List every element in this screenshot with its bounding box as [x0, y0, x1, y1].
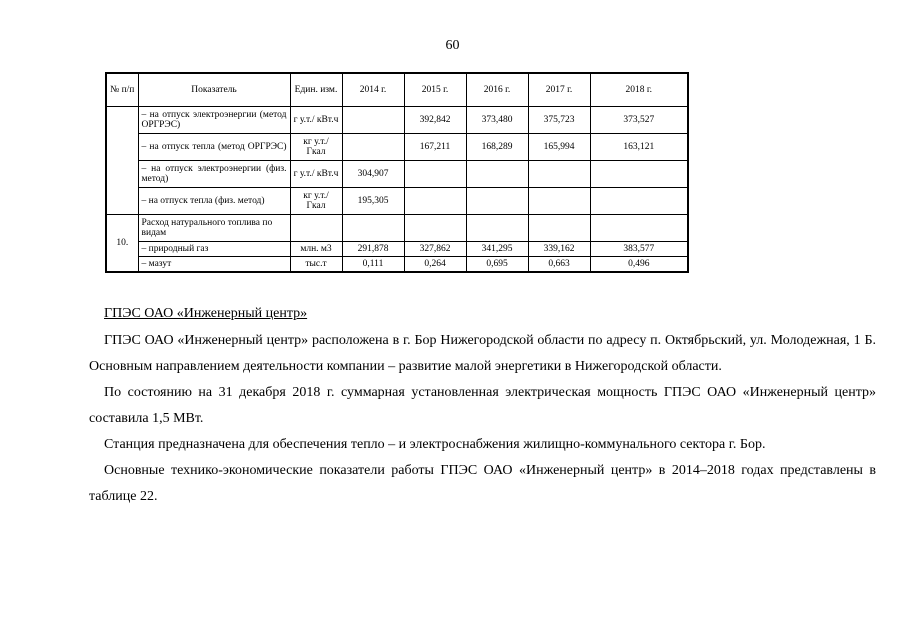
section-heading: ГПЭС ОАО «Инженерный центр»: [104, 306, 308, 321]
row-unit: кг у.т./ Гкал: [290, 188, 342, 215]
table-row: [106, 215, 688, 242]
table-row: [106, 188, 688, 215]
row-value-2018: [590, 161, 688, 188]
row-value-2016: [466, 161, 528, 188]
row-num: 10.: [106, 215, 138, 273]
table-row: [106, 161, 688, 188]
row-value-2014: 0,111: [342, 257, 404, 273]
row-value-2015: 392,842: [404, 107, 466, 134]
indicators-table: [105, 72, 689, 273]
row-value-2014: [342, 134, 404, 161]
header-2014: 2014 г.: [342, 73, 404, 107]
header-2015: 2015 г.: [404, 73, 466, 107]
row-value-2017: 0,663: [528, 257, 590, 273]
row-value-2015: 0,264: [404, 257, 466, 273]
row-value-2017: [528, 161, 590, 188]
row-value-2016: 341,295: [466, 242, 528, 257]
header-num: № п/п: [106, 73, 138, 107]
table-row: [106, 257, 688, 273]
row-value-2016: 168,289: [466, 134, 528, 161]
row-num: [106, 107, 138, 215]
row-value-2015: [404, 215, 466, 242]
paragraph: Основные технико-экономические показатели работы ГПЭС ОАО «Инженерный центр» в 2014–2018 годах представлены в таблице 22.: [89, 463, 876, 504]
row-value-2016: 373,480: [466, 107, 528, 134]
header-unit: Един. изм.: [290, 73, 342, 107]
row-indicator: – мазут: [138, 257, 290, 273]
header-2018: 2018 г.: [590, 73, 688, 107]
row-value-2017: 165,994: [528, 134, 590, 161]
row-value-2016: [466, 188, 528, 215]
row-indicator: – на отпуск тепла (физ. метод): [138, 188, 290, 215]
row-value-2017: [528, 215, 590, 242]
row-indicator: – на отпуск тепла (метод ОРГРЭС): [138, 134, 290, 161]
header-indicator: Показатель: [138, 73, 290, 107]
paragraph: Станция предназначена для обеспечения тепло – и электроснабжения жилищно-коммунального сектора г. Бор.: [104, 437, 766, 452]
row-value-2015: [404, 188, 466, 215]
table-row: [106, 242, 688, 257]
paragraph: ГПЭС ОАО «Инженерный центр» расположена в г. Бор Нижегородской области по адресу п. Октябрьский, ул. Молодежная, 1 Б. Основным направлением деятельности компании – развитие малой энергетики в Нижегородской области.: [89, 333, 876, 374]
row-value-2018: 373,527: [590, 107, 688, 134]
table-row: [106, 134, 688, 161]
table-row: [106, 107, 688, 134]
row-value-2014: 291,878: [342, 242, 404, 257]
row-unit: тыс.т: [290, 257, 342, 273]
row-indicator: – на отпуск электроэнергии (физ. метод): [138, 161, 290, 188]
row-value-2018: [590, 215, 688, 242]
row-value-2017: 375,723: [528, 107, 590, 134]
page-number: 60: [445, 38, 460, 53]
row-value-2014: [342, 215, 404, 242]
row-value-2014: 304,907: [342, 161, 404, 188]
row-unit: кг у.т./ Гкал: [290, 134, 342, 161]
table-header-row: [106, 73, 688, 107]
row-unit: [290, 215, 342, 242]
row-value-2018: 383,577: [590, 242, 688, 257]
row-value-2018: 163,121: [590, 134, 688, 161]
row-value-2015: [404, 161, 466, 188]
row-indicator: – на отпуск электроэнергии (метод ОРГРЭС): [138, 107, 290, 134]
row-unit: г у.т./ кВт.ч: [290, 107, 342, 134]
row-indicator: – природный газ: [138, 242, 290, 257]
header-2017: 2017 г.: [528, 73, 590, 107]
paragraph: По состоянию на 31 декабря 2018 г. суммарная установленная электрическая мощность ГПЭС ОАО «Инженерный центр» составила 1,5 МВт.: [89, 385, 876, 426]
row-unit: г у.т./ кВт.ч: [290, 161, 342, 188]
row-value-2015: 167,211: [404, 134, 466, 161]
row-value-2016: [466, 215, 528, 242]
row-value-2015: 327,862: [404, 242, 466, 257]
row-value-2017: [528, 188, 590, 215]
row-indicator: Расход натурального топлива по видам: [138, 215, 290, 242]
row-value-2016: 0,695: [466, 257, 528, 273]
row-value-2014: 195,305: [342, 188, 404, 215]
row-value-2017: 339,162: [528, 242, 590, 257]
row-unit: млн. м3: [290, 242, 342, 257]
row-value-2018: [590, 188, 688, 215]
body-text: [89, 328, 876, 510]
header-2016: 2016 г.: [466, 73, 528, 107]
row-value-2018: 0,496: [590, 257, 688, 273]
row-value-2014: [342, 107, 404, 134]
